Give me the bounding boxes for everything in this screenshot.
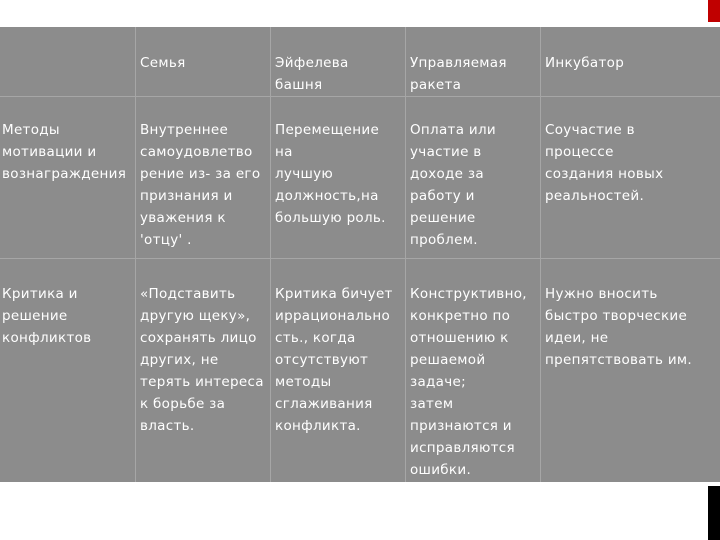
cell-motivation-incubator: Соучастие в процессе создания новых реальностей.: [545, 122, 664, 204]
cell-motivation-missile: Оплата или участие в доходе за работу и решение проблем.: [410, 122, 496, 248]
accent-bar-top: [708, 0, 720, 22]
comparison-table: [0, 27, 720, 482]
cell-motivation-eiffel: Перемещение на лучшую должность,на большую роль.: [275, 122, 386, 226]
row-label-motivation: Методы мотивации и вознаграждения: [2, 122, 127, 182]
cell-motivation-family: Внутреннее самоудовлетво рение из- за его признания и уважения к 'отцу' .: [140, 122, 261, 248]
header-guided-missile: Управляемая ракета: [410, 55, 507, 93]
cell-criticism-missile: Конструктивно, конкретно по отношению к решаемой задаче; затем признаются и исправляются ошибки.: [410, 286, 527, 478]
cell-criticism-incubator: Нужно вносить быстро творческие идеи, не препятствовать им.: [545, 286, 693, 368]
header-eiffel-tower: Эйфелева башня: [275, 55, 349, 93]
row-divider: [0, 258, 720, 259]
header-family: Семья: [140, 55, 186, 71]
cell-criticism-eiffel: Критика бичует иррационально сть., когда отсутствуют методы сглаживания конфликта.: [275, 286, 393, 434]
row-divider: [0, 96, 720, 97]
decorative-bar-bottom: [708, 486, 720, 540]
cell-criticism-family: «Подставить другую щеку», сохранять лицо других, не терять интереса к борьбе за власть.: [140, 286, 264, 434]
header-incubator: Инкубатор: [545, 55, 625, 71]
row-label-criticism: Критика и решение конфликтов: [2, 286, 92, 346]
